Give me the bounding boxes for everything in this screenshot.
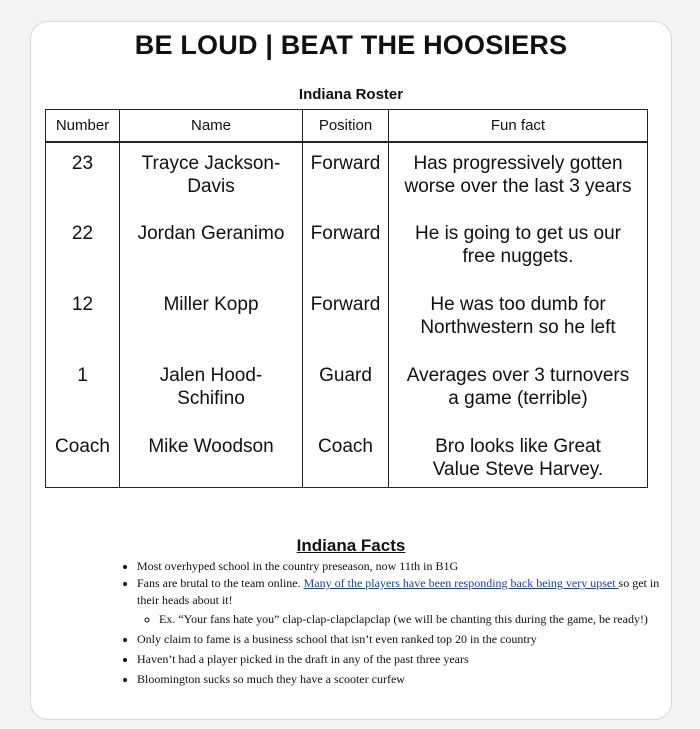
player-fact: Averages over 3 turnovers a game (terrible) [389,355,648,426]
fact-text: Most overhyped school in the country preseason, now 11th in B1G [137,559,459,573]
player-position: Forward [303,213,389,284]
facts-list [115,558,677,688]
player-number: 1 [46,355,120,426]
player-name: Miller Kopp [120,284,303,355]
player-fact: He is going to get us our free nuggets. [389,213,648,284]
column-header-fun-fact: Fun fact [389,110,648,143]
roster-title: Indiana Roster [298,86,404,103]
table-header-row [46,110,648,143]
facts-title: Indiana Facts [296,536,406,555]
roster-table [45,109,648,488]
player-number: Coach [46,426,120,487]
document-card [30,21,672,720]
fact-text: Only claim to fame is a business school that isn’t even ranked top 20 in the country [137,632,537,646]
list-item [137,575,677,628]
list-item [137,631,677,648]
player-fact: Bro looks like Great Value Steve Harvey. [389,426,648,487]
player-number: 23 [46,142,120,213]
fact-text: so get in their heads about it! [137,576,660,607]
list-item [137,558,677,575]
fact-link[interactable]: Many of the players have been responding back being very upset [303,576,619,590]
column-header-name: Name [120,110,303,143]
fact-text: Fans are brutal to the team online. [137,576,304,590]
list-item [159,611,677,628]
player-name: Jalen Hood-Schifino [120,355,303,426]
player-name: Trayce Jackson-Davis [120,142,303,213]
player-fact: He was too dumb for Northwestern so he left [389,284,648,355]
player-position: Guard [303,355,389,426]
table-row [46,426,648,487]
player-number: 22 [46,213,120,284]
sub-list [137,611,677,628]
list-item [137,671,677,688]
column-header-number: Number [46,110,120,143]
table-row [46,284,648,355]
player-name: Mike Woodson [120,426,303,487]
player-position: Coach [303,426,389,487]
fact-text: Bloomington sucks so much they have a scooter curfew [137,672,405,686]
fact-text: Ex. “Your fans hate you” clap-clap-clapclapclap (we will be chanting this during the game, be ready!) [159,612,648,626]
fact-text: Haven’t had a player picked in the draft in any of the past three years [137,652,469,666]
player-number: 12 [46,284,120,355]
table-row [46,355,648,426]
table-row [46,142,648,213]
player-position: Forward [303,284,389,355]
column-header-position: Position [303,110,389,143]
player-position: Forward [303,142,389,213]
player-name: Jordan Geranimo [120,213,303,284]
list-item [137,651,677,668]
table-row [46,213,648,284]
player-fact: Has progressively gotten worse over the last 3 years [389,142,648,213]
page-title: BE LOUD | BEAT THE HOOSIERS [134,30,568,60]
